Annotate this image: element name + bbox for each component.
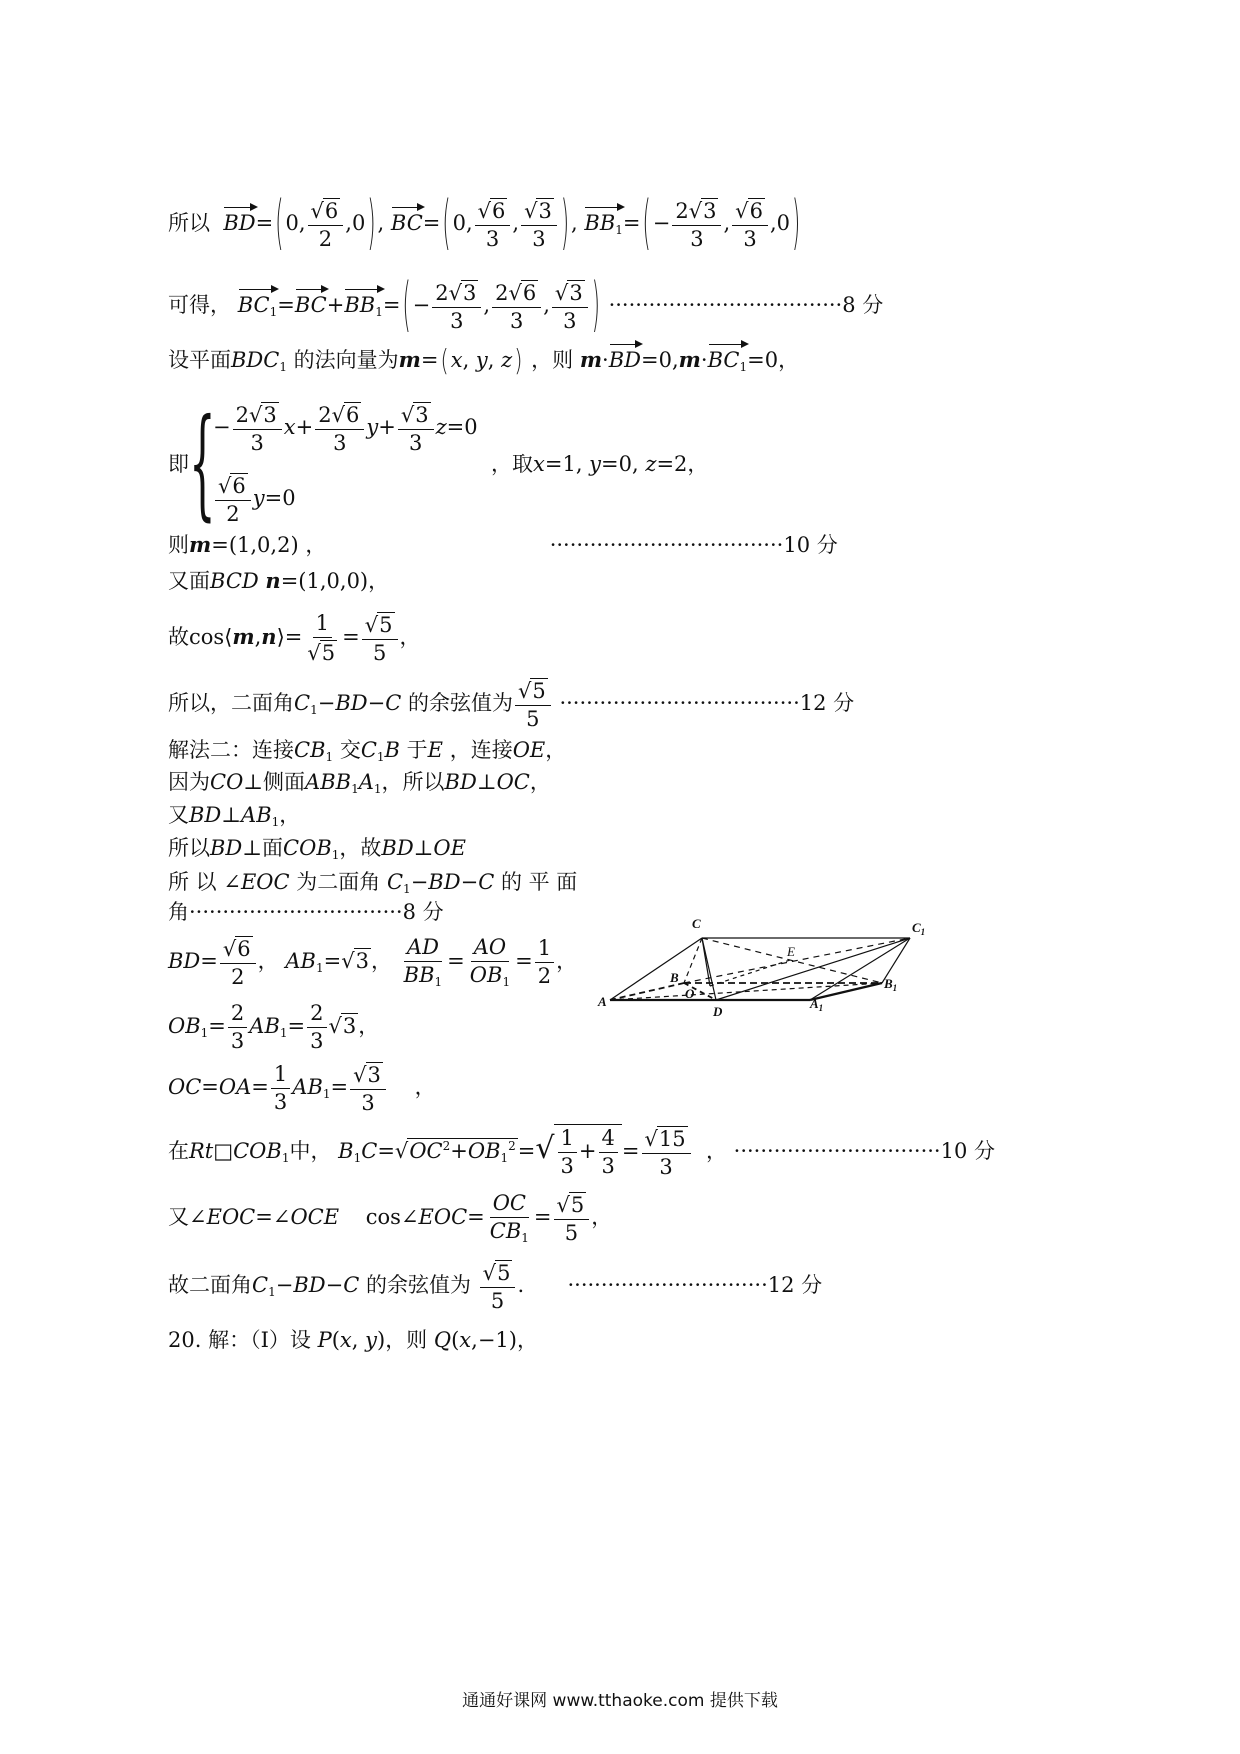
line-b1c: 在$Rt□COB_1$中， $B_1C=√OC^2+OB_1^2=√$ $\frac{1}{3}$ + $\frac{4}{3}$ = $\frac{√15}{3}$ ， ·······························10 分 — [168, 1124, 995, 1181]
label-d: D — [713, 1004, 723, 1019]
label-c1: $C_1$ — [912, 920, 926, 937]
label-c: C — [692, 916, 701, 931]
label-a1: $A_1$ — [810, 996, 824, 1013]
line-normal-vector-def: 设平面$BDC_1$ 的法向量为m=(x, y, z) ，则 $m\cdot BD=0,m\cdot BC_1=0$， — [168, 344, 800, 378]
score-8b: 8 分 — [402, 900, 444, 924]
edge-d-c1 — [716, 938, 910, 1000]
text-suoyi: 所以 — [168, 211, 210, 236]
line-bd-ab1-ratio: BD= $\frac{√6}{2}$ ， $AB_1=√3$， $\frac{AD}{BB_1}$ = $\frac{AO}{OB_1}$ = $\frac{1}{2}$ ， — [168, 935, 578, 990]
line-bd-perp-plane: 所以BD⊥面$COB_1$，故BD⊥OE — [168, 836, 466, 862]
line-oc-oa: OC=OA= $\frac{1}{3}$ $AB_1=$ $\frac{√3}{3}$ ， — [168, 1060, 436, 1117]
line-cos-mn: 故cos⟨m,n⟩= $\frac{1}{√5}$ = $\frac{√5}{5}$ ， — [168, 611, 421, 666]
edge-o-e — [710, 960, 790, 986]
line-bd-perp-ab1: 又$BD\perp AB_1$， — [168, 803, 301, 829]
label-b1: $B_1$ — [884, 976, 898, 993]
line-co-perp: 因为CO⊥侧面$ABB_1A_1$，所以BD⊥OC， — [168, 770, 551, 796]
score-10: 10 分 — [783, 533, 838, 557]
score-12: 12 分 — [799, 691, 855, 716]
line-cos-eoc: 又∠EOC=∠OCE cos∠EOC= $\frac{OC}{CB_1}$ = $\frac{√5}{5}$ ， — [168, 1191, 613, 1246]
line-equation-system: 即{ − $\frac{2√3}{3}$ x+ $\frac{2√6}{3}$ y+ $\frac{√3}{3}$ z=0 $\frac{√6}{2}$ y=0 ，取x=1, y=0, z=2， — [168, 394, 709, 534]
footer: 通通好课网 www.tthaoke.com 提供下载 — [462, 1691, 778, 1711]
line-vectors-bd-bc-bb1: 所以 BD=(0, $\frac{√6}{2}$ ,0), BC=(0, $\frac{√6}{3}$ , $\frac{√3}{3}$ ), $BB_1=(-$ $\frac{2√3}{3}$ , $\frac{√6}{3}$ ,0) — [168, 189, 801, 257]
score-8: 8 分 — [842, 293, 884, 318]
score-12b: 12 分 — [767, 1273, 823, 1298]
text-kede: 可得， — [168, 293, 231, 318]
figure-edges — [610, 938, 910, 1000]
label-e: E — [787, 944, 795, 959]
label-o: O — [685, 986, 695, 1001]
line-problem-20: 20. 解：（Ⅰ）设 P(x, y)，则 Q(x,−1)， — [168, 1328, 538, 1352]
line-m-value: 则m=(1,0,2) ， ···································10 分 — [168, 532, 838, 557]
line-method-two: 解法二：连接$CB_1$ 交$C_1B$ 于E ，连接OE， — [168, 738, 567, 764]
line-angle-score: 角································8 分 — [168, 900, 444, 924]
prism-figure — [598, 860, 960, 1019]
line-n-value: 又面BCD n=(1,0,0)， — [168, 568, 390, 593]
score-10b: 10 分 — [940, 1139, 995, 1164]
label-a: A — [598, 994, 607, 1009]
line-angle-eoc: 所 以 ∠EOC 为二面角 $C_1-BD-C$ 的 平 面 — [168, 870, 578, 896]
line-vector-bc1: 可得， $BC_1=BC+BB_1=(-$ $\frac{2√3}{3}$ , $\frac{2√6}{3}$ , $\frac{√3}{3}$ ) ···································8 分 — [168, 271, 884, 339]
line-conclusion-2: 故二面角$C_1-BD-C$ 的余弦值为 $\frac{√5}{5}$ . ······························12 分 — [168, 1258, 822, 1315]
line-ob1: $OB_1=$ $\frac{2}{3}$ $AB_1=$ $\frac{2}{3}$ √3， — [168, 1001, 380, 1054]
line-conclusion-1: 所以，二面角$C_1-BD-C$ 的余弦值为 $\frac{√5}{5}$ ····································12 分 — [168, 676, 854, 733]
label-b: B — [670, 970, 679, 985]
edge-b-c1 — [684, 938, 910, 983]
